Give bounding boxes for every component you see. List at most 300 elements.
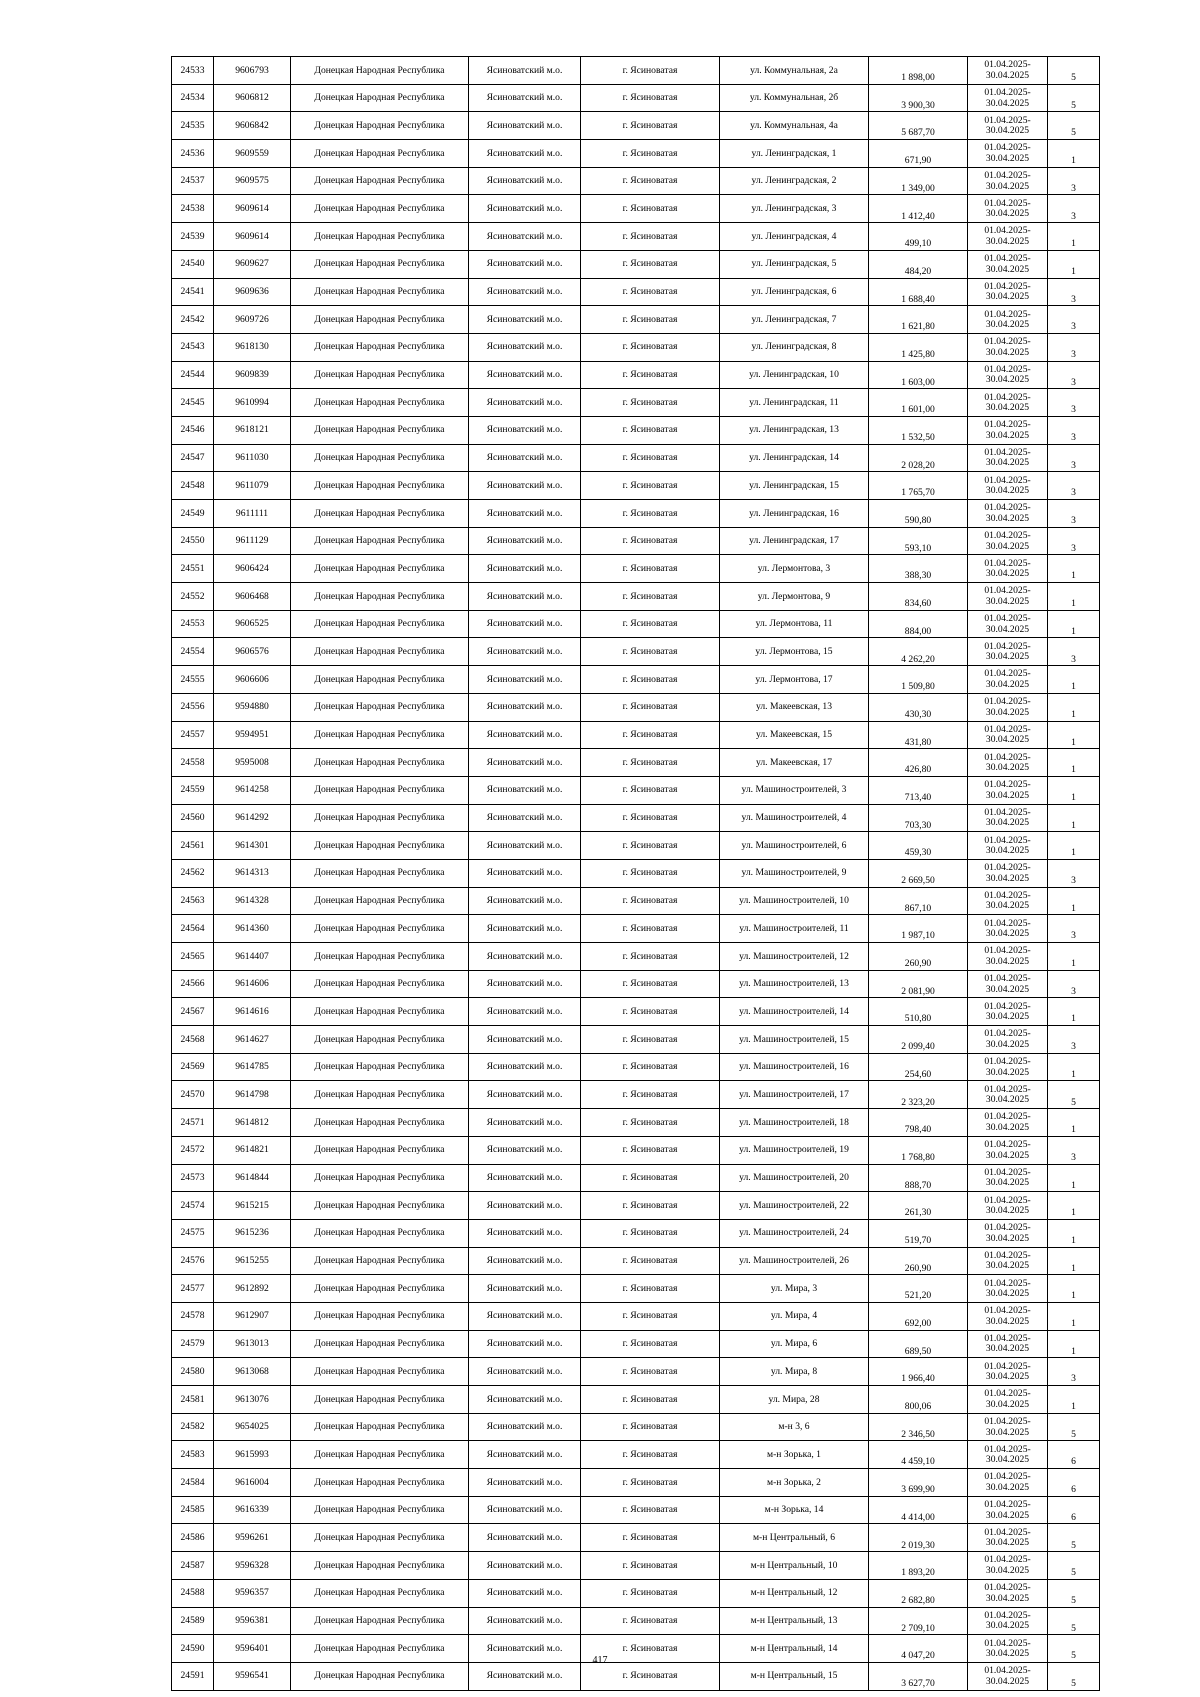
table-row (172, 1247, 1100, 1275)
period-cell (968, 1081, 1048, 1109)
object-code-cell: 9614616 (214, 998, 291, 1026)
table-row (172, 859, 1100, 887)
period-cell (968, 1053, 1048, 1081)
area-cell: 4 262,20 (869, 638, 968, 666)
district-cell: Ясиноватский м.о. (469, 1219, 581, 1247)
district-cell: Ясиноватский м.о. (469, 1192, 581, 1220)
table-row (172, 167, 1100, 195)
region-cell: Донецкая Народная Республика (291, 1164, 469, 1192)
object-code-cell: 9596328 (214, 1552, 291, 1580)
object-code-cell: 9616339 (214, 1496, 291, 1524)
region-cell: Донецкая Народная Республика (291, 1469, 469, 1497)
area-cell: 590,80 (869, 500, 968, 528)
period-cell (968, 444, 1048, 472)
district-cell: Ясиноватский м.о. (469, 638, 581, 666)
city-cell: г. Ясиноватая (581, 1413, 720, 1441)
region-cell: Донецкая Народная Республика (291, 167, 469, 195)
period-end: 30.04.2025 (985, 457, 1030, 469)
region-cell: Донецкая Народная Республика (291, 1579, 469, 1607)
period-cell (968, 333, 1048, 361)
period-cell (968, 1026, 1048, 1054)
address-cell: ул. Машиностроителей, 6 (720, 832, 869, 860)
address-cell: ул. Лермонтова, 15 (720, 638, 869, 666)
period-start: 01.04.2025- (984, 474, 1031, 486)
period-cell (968, 1386, 1048, 1414)
region-cell: Донецкая Народная Республика (291, 1330, 469, 1358)
object-code-cell: 9654025 (214, 1413, 291, 1441)
period-cell (968, 361, 1048, 389)
period-cell (968, 1662, 1048, 1690)
count-cell: 3 (1048, 278, 1100, 306)
count-cell: 1 (1048, 555, 1100, 583)
table-row (172, 57, 1100, 85)
period-end: 30.04.2025 (985, 1426, 1030, 1438)
region-cell: Донецкая Народная Республика (291, 804, 469, 832)
address-cell: ул. Ленинградская, 16 (720, 500, 869, 528)
object-code-cell: 9611030 (214, 444, 291, 472)
row-number-cell: 24536 (172, 140, 214, 168)
row-number-cell: 24538 (172, 195, 214, 223)
count-cell: 3 (1048, 500, 1100, 528)
region-cell: Донецкая Народная Республика (291, 278, 469, 306)
period-start: 01.04.2025- (984, 253, 1031, 265)
table-row (172, 1413, 1100, 1441)
period-cell (968, 693, 1048, 721)
city-cell: г. Ясиноватая (581, 1219, 720, 1247)
district-cell: Ясиноватский м.о. (469, 1053, 581, 1081)
object-code-cell: 9609839 (214, 361, 291, 389)
address-cell: ул. Коммунальная, 2б (720, 84, 869, 112)
district-cell: Ясиноватский м.о. (469, 1247, 581, 1275)
count-cell: 1 (1048, 1109, 1100, 1137)
count-cell: 3 (1048, 444, 1100, 472)
region-cell: Донецкая Народная Республика (291, 500, 469, 528)
row-number-cell: 24584 (172, 1469, 214, 1497)
object-code-cell: 9614844 (214, 1164, 291, 1192)
row-number-cell: 24563 (172, 887, 214, 915)
period-start: 01.04.2025- (984, 1056, 1031, 1068)
period-end: 30.04.2025 (985, 845, 1030, 857)
district-cell: Ясиноватский м.о. (469, 1302, 581, 1330)
region-cell: Донецкая Народная Республика (291, 250, 469, 278)
region-cell: Донецкая Народная Республика (291, 749, 469, 777)
period-cell (968, 1136, 1048, 1164)
row-number-cell: 24557 (172, 721, 214, 749)
city-cell: г. Ясиноватая (581, 1247, 720, 1275)
city-cell: г. Ясиноватая (581, 970, 720, 998)
city-cell: г. Ясиноватая (581, 832, 720, 860)
address-cell: ул. Ленинградская, 7 (720, 306, 869, 334)
city-cell: г. Ясиноватая (581, 500, 720, 528)
period-start: 01.04.2025- (984, 889, 1031, 901)
table-row (172, 1053, 1100, 1081)
period-cell (968, 1413, 1048, 1441)
area-cell: 2 346,50 (869, 1413, 968, 1441)
period-end: 30.04.2025 (985, 1149, 1030, 1161)
region-cell: Донецкая Народная Республика (291, 1302, 469, 1330)
city-cell: г. Ясиноватая (581, 1109, 720, 1137)
address-cell: м-н Зорька, 14 (720, 1496, 869, 1524)
row-number-cell: 24547 (172, 444, 214, 472)
area-cell: 4 414,00 (869, 1496, 968, 1524)
district-cell: Ясиноватский м.о. (469, 555, 581, 583)
count-cell: 3 (1048, 361, 1100, 389)
object-code-cell: 9614313 (214, 859, 291, 887)
area-cell: 2 709,10 (869, 1607, 968, 1635)
district-cell: Ясиноватский м.о. (469, 112, 581, 140)
period-end: 30.04.2025 (985, 568, 1030, 580)
district-cell: Ясиноватский м.о. (469, 749, 581, 777)
city-cell: г. Ясиноватая (581, 555, 720, 583)
area-cell: 2 099,40 (869, 1026, 968, 1054)
period-cell (968, 1219, 1048, 1247)
area-cell: 2 323,20 (869, 1081, 968, 1109)
table-row (172, 1192, 1100, 1220)
region-cell: Донецкая Народная Республика (291, 361, 469, 389)
period-end: 30.04.2025 (985, 928, 1030, 940)
city-cell: г. Ясиноватая (581, 1302, 720, 1330)
city-cell: г. Ясиноватая (581, 638, 720, 666)
row-number-cell: 24534 (172, 84, 214, 112)
object-code-cell: 9614627 (214, 1026, 291, 1054)
count-cell: 3 (1048, 167, 1100, 195)
region-cell: Донецкая Народная Республика (291, 887, 469, 915)
address-cell: ул. Машиностроителей, 4 (720, 804, 869, 832)
period-end: 30.04.2025 (985, 1620, 1030, 1632)
area-cell: 2 081,90 (869, 970, 968, 998)
address-cell: ул. Ленинградская, 6 (720, 278, 869, 306)
period-start: 01.04.2025- (984, 308, 1031, 320)
period-end: 30.04.2025 (985, 1205, 1030, 1217)
row-number-cell: 24555 (172, 666, 214, 694)
region-cell: Донецкая Народная Республика (291, 444, 469, 472)
region-cell: Донецкая Народная Республика (291, 416, 469, 444)
row-number-cell: 24581 (172, 1386, 214, 1414)
period-start: 01.04.2025- (984, 613, 1031, 625)
city-cell: г. Ясиноватая (581, 1164, 720, 1192)
region-cell: Донецкая Народная Республика (291, 223, 469, 251)
city-cell: г. Ясиноватая (581, 1275, 720, 1303)
region-cell: Донецкая Народная Республика (291, 1552, 469, 1580)
object-code-cell: 9594951 (214, 721, 291, 749)
count-cell: 1 (1048, 943, 1100, 971)
address-cell: ул. Макеевская, 15 (720, 721, 869, 749)
period-start: 01.04.2025- (984, 59, 1031, 71)
region-cell: Донецкая Народная Республика (291, 1247, 469, 1275)
count-cell: 1 (1048, 140, 1100, 168)
count-cell: 3 (1048, 1358, 1100, 1386)
region-cell: Донецкая Народная Республика (291, 970, 469, 998)
row-number-cell: 24590 (172, 1635, 214, 1663)
city-cell: г. Ясиноватая (581, 1607, 720, 1635)
city-cell: г. Ясиноватая (581, 1026, 720, 1054)
region-cell: Донецкая Народная Республика (291, 638, 469, 666)
period-start: 01.04.2025- (984, 862, 1031, 874)
city-cell: г. Ясиноватая (581, 776, 720, 804)
address-cell: ул. Ленинградская, 17 (720, 527, 869, 555)
address-cell: ул. Коммунальная, 4а (720, 112, 869, 140)
object-code-cell: 9609559 (214, 140, 291, 168)
city-cell: г. Ясиноватая (581, 610, 720, 638)
object-code-cell: 9596381 (214, 1607, 291, 1635)
period-start: 01.04.2025- (984, 170, 1031, 182)
row-number-cell: 24573 (172, 1164, 214, 1192)
period-cell (968, 84, 1048, 112)
row-number-cell: 24567 (172, 998, 214, 1026)
table-row (172, 112, 1100, 140)
count-cell: 5 (1048, 1662, 1100, 1690)
address-cell: м-н Центральный, 15 (720, 1662, 869, 1690)
period-end: 30.04.2025 (985, 1592, 1030, 1604)
count-cell: 1 (1048, 1164, 1100, 1192)
period-cell (968, 167, 1048, 195)
row-number-cell: 24582 (172, 1413, 214, 1441)
address-cell: ул. Мира, 3 (720, 1275, 869, 1303)
count-cell: 3 (1048, 1136, 1100, 1164)
table-row (172, 998, 1100, 1026)
period-cell (968, 527, 1048, 555)
table-row (172, 970, 1100, 998)
address-cell: ул. Машиностроителей, 19 (720, 1136, 869, 1164)
district-cell: Ясиноватский м.о. (469, 472, 581, 500)
district-cell: Ясиноватский м.о. (469, 1413, 581, 1441)
address-cell: ул. Лермонтова, 17 (720, 666, 869, 694)
period-start: 01.04.2025- (984, 530, 1031, 542)
period-start: 01.04.2025- (984, 1443, 1031, 1455)
count-cell: 1 (1048, 1330, 1100, 1358)
address-cell: ул. Лермонтова, 9 (720, 583, 869, 611)
region-cell: Донецкая Народная Республика (291, 472, 469, 500)
row-number-cell: 24580 (172, 1358, 214, 1386)
period-end: 30.04.2025 (985, 1288, 1030, 1300)
period-cell (968, 1469, 1048, 1497)
region-cell: Донецкая Народная Республика (291, 527, 469, 555)
address-cell: ул. Коммунальная, 2а (720, 57, 869, 85)
row-number-cell: 24572 (172, 1136, 214, 1164)
period-cell (968, 666, 1048, 694)
period-end: 30.04.2025 (985, 374, 1030, 386)
area-cell: 1 688,40 (869, 278, 968, 306)
period-cell (968, 306, 1048, 334)
city-cell: г. Ясиноватая (581, 195, 720, 223)
row-number-cell: 24585 (172, 1496, 214, 1524)
region-cell: Донецкая Народная Республика (291, 1109, 469, 1137)
row-number-cell: 24546 (172, 416, 214, 444)
table-row (172, 444, 1100, 472)
period-end: 30.04.2025 (985, 402, 1030, 414)
region-cell: Донецкая Народная Республика (291, 195, 469, 223)
row-number-cell: 24539 (172, 223, 214, 251)
period-end: 30.04.2025 (985, 152, 1030, 164)
period-start: 01.04.2025- (984, 1028, 1031, 1040)
row-number-cell: 24560 (172, 804, 214, 832)
object-code-cell: 9614301 (214, 832, 291, 860)
object-code-cell: 9596401 (214, 1635, 291, 1663)
address-cell: м-н Зорька, 1 (720, 1441, 869, 1469)
district-cell: Ясиноватский м.о. (469, 859, 581, 887)
object-code-cell: 9609575 (214, 167, 291, 195)
period-cell (968, 776, 1048, 804)
address-cell: м-н Центральный, 13 (720, 1607, 869, 1635)
table-row (172, 1109, 1100, 1137)
period-cell (968, 1330, 1048, 1358)
period-end: 30.04.2025 (985, 319, 1030, 331)
district-cell: Ясиноватский м.о. (469, 1662, 581, 1690)
period-start: 01.04.2025- (984, 806, 1031, 818)
row-number-cell: 24565 (172, 943, 214, 971)
area-cell: 798,40 (869, 1109, 968, 1137)
area-cell: 426,80 (869, 749, 968, 777)
district-cell: Ясиноватский м.о. (469, 223, 581, 251)
area-cell: 3 900,30 (869, 84, 968, 112)
city-cell: г. Ясиноватая (581, 444, 720, 472)
city-cell: г. Ясиноватая (581, 223, 720, 251)
row-number-cell: 24542 (172, 306, 214, 334)
area-cell: 692,00 (869, 1302, 968, 1330)
table-row (172, 1219, 1100, 1247)
area-cell: 3 627,70 (869, 1662, 968, 1690)
region-cell: Донецкая Народная Республика (291, 389, 469, 417)
region-cell: Донецкая Народная Республика (291, 915, 469, 943)
district-cell: Ясиноватский м.о. (469, 333, 581, 361)
district-cell: Ясиноватский м.о. (469, 500, 581, 528)
count-cell: 3 (1048, 638, 1100, 666)
count-cell: 5 (1048, 1524, 1100, 1552)
address-cell: ул. Ленинградская, 11 (720, 389, 869, 417)
period-start: 01.04.2025- (984, 1471, 1031, 1483)
region-cell: Донецкая Народная Республика (291, 583, 469, 611)
district-cell: Ясиноватский м.о. (469, 416, 581, 444)
period-cell (968, 57, 1048, 85)
period-start: 01.04.2025- (984, 751, 1031, 763)
object-code-cell: 9613013 (214, 1330, 291, 1358)
period-cell (968, 1302, 1048, 1330)
district-cell: Ясиноватский м.о. (469, 721, 581, 749)
address-cell: ул. Мира, 28 (720, 1386, 869, 1414)
period-end: 30.04.2025 (985, 1454, 1030, 1466)
city-cell: г. Ясиноватая (581, 1579, 720, 1607)
period-cell (968, 250, 1048, 278)
period-start: 01.04.2025- (984, 557, 1031, 569)
district-cell: Ясиноватский м.о. (469, 167, 581, 195)
region-cell: Донецкая Народная Республика (291, 666, 469, 694)
object-code-cell: 9611129 (214, 527, 291, 555)
area-cell: 689,50 (869, 1330, 968, 1358)
object-code-cell: 9596261 (214, 1524, 291, 1552)
table-row (172, 1441, 1100, 1469)
count-cell: 1 (1048, 583, 1100, 611)
period-start: 01.04.2025- (984, 363, 1031, 375)
district-cell: Ясиноватский м.о. (469, 306, 581, 334)
city-cell: г. Ясиноватая (581, 1662, 720, 1690)
city-cell: г. Ясиноватая (581, 1358, 720, 1386)
area-cell: 254,60 (869, 1053, 968, 1081)
period-cell (968, 1192, 1048, 1220)
count-cell: 1 (1048, 749, 1100, 777)
count-cell: 5 (1048, 1552, 1100, 1580)
period-cell (968, 500, 1048, 528)
district-cell: Ясиноватский м.о. (469, 1109, 581, 1137)
count-cell: 1 (1048, 610, 1100, 638)
object-code-cell: 9614821 (214, 1136, 291, 1164)
area-cell: 888,70 (869, 1164, 968, 1192)
object-code-cell: 9612892 (214, 1275, 291, 1303)
region-cell: Донецкая Народная Республика (291, 1219, 469, 1247)
period-cell (968, 1607, 1048, 1635)
row-number-cell: 24533 (172, 57, 214, 85)
object-code-cell: 9609627 (214, 250, 291, 278)
table-row (172, 749, 1100, 777)
period-start: 01.04.2025- (984, 1111, 1031, 1123)
period-end: 30.04.2025 (985, 1121, 1030, 1133)
count-cell: 1 (1048, 887, 1100, 915)
region-cell: Донецкая Народная Республика (291, 1136, 469, 1164)
table-row (172, 1524, 1100, 1552)
row-number-cell: 24570 (172, 1081, 214, 1109)
district-cell: Ясиноватский м.о. (469, 250, 581, 278)
period-cell (968, 555, 1048, 583)
district-cell: Ясиноватский м.о. (469, 361, 581, 389)
count-cell: 1 (1048, 1386, 1100, 1414)
row-number-cell: 24586 (172, 1524, 214, 1552)
period-start: 01.04.2025- (984, 1499, 1031, 1511)
period-end: 30.04.2025 (985, 97, 1030, 109)
district-cell: Ясиноватский м.о. (469, 583, 581, 611)
count-cell: 1 (1048, 1219, 1100, 1247)
area-cell: 261,30 (869, 1192, 968, 1220)
city-cell: г. Ясиноватая (581, 416, 720, 444)
city-cell: г. Ясиноватая (581, 721, 720, 749)
area-cell: 499,10 (869, 223, 968, 251)
period-end: 30.04.2025 (985, 1011, 1030, 1023)
count-cell: 6 (1048, 1469, 1100, 1497)
district-cell: Ясиноватский м.о. (469, 389, 581, 417)
area-cell: 593,10 (869, 527, 968, 555)
table-row (172, 416, 1100, 444)
city-cell: г. Ясиноватая (581, 84, 720, 112)
district-cell: Ясиноватский м.о. (469, 776, 581, 804)
district-cell: Ясиноватский м.о. (469, 278, 581, 306)
object-code-cell: 9611111 (214, 500, 291, 528)
object-code-cell: 9614258 (214, 776, 291, 804)
table-row (172, 1081, 1100, 1109)
count-cell: 1 (1048, 223, 1100, 251)
row-number-cell: 24589 (172, 1607, 214, 1635)
table-row (172, 223, 1100, 251)
city-cell: г. Ясиноватая (581, 887, 720, 915)
period-end: 30.04.2025 (985, 540, 1030, 552)
row-number-cell: 24545 (172, 389, 214, 417)
period-cell (968, 832, 1048, 860)
count-cell: 3 (1048, 527, 1100, 555)
region-cell: Донецкая Народная Республика (291, 1192, 469, 1220)
district-cell: Ясиноватский м.о. (469, 1441, 581, 1469)
object-code-cell: 9609614 (214, 195, 291, 223)
period-cell (968, 1441, 1048, 1469)
address-cell: ул. Лермонтова, 11 (720, 610, 869, 638)
address-cell: ул. Ленинградская, 14 (720, 444, 869, 472)
city-cell: г. Ясиноватая (581, 749, 720, 777)
period-cell (968, 1496, 1048, 1524)
table-row (172, 1136, 1100, 1164)
period-start: 01.04.2025- (984, 945, 1031, 957)
object-code-cell: 9612907 (214, 1302, 291, 1330)
district-cell: Ясиноватский м.о. (469, 943, 581, 971)
city-cell: г. Ясиноватая (581, 140, 720, 168)
row-number-cell: 24583 (172, 1441, 214, 1469)
row-number-cell: 24553 (172, 610, 214, 638)
region-cell: Донецкая Народная Республика (291, 776, 469, 804)
